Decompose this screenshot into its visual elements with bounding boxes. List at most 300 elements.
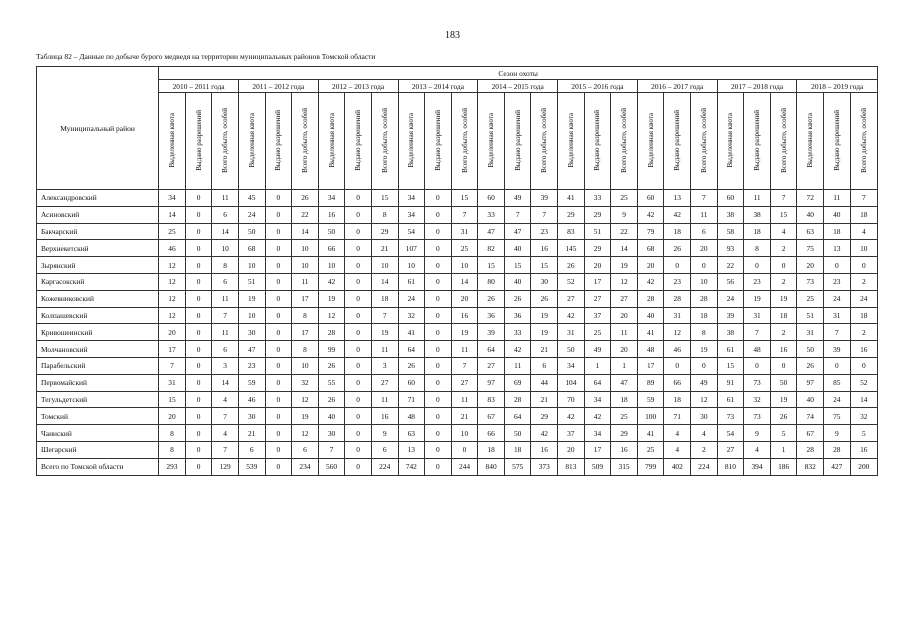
value-cell: 31 [159, 374, 186, 391]
column-header [744, 93, 771, 190]
table-row [37, 190, 878, 207]
value-cell: 234 [292, 458, 319, 475]
district-name: Асиновский [37, 206, 159, 223]
value-cell: 19 [531, 324, 558, 341]
value-cell: 23 [531, 223, 558, 240]
value-cell: 18 [664, 391, 691, 408]
value-cell: 104 [558, 374, 585, 391]
value-cell: 12 [159, 290, 186, 307]
value-cell: 1 [611, 357, 638, 374]
value-cell: 0 [345, 391, 372, 408]
value-cell: 23 [824, 273, 851, 290]
value-cell: 28 [637, 290, 664, 307]
value-cell: 25 [159, 223, 186, 240]
value-cell: 31 [744, 307, 771, 324]
value-cell: 93 [717, 240, 744, 257]
value-cell: 0 [425, 425, 452, 442]
value-cell: 10 [451, 425, 478, 442]
value-cell: 26 [531, 290, 558, 307]
value-cell: 15 [159, 391, 186, 408]
table-row [37, 425, 878, 442]
value-cell: 0 [265, 441, 292, 458]
value-cell: 46 [238, 391, 265, 408]
value-cell: 0 [185, 391, 212, 408]
value-cell: 23 [664, 273, 691, 290]
table-row [37, 273, 878, 290]
value-cell: 373 [531, 458, 558, 475]
value-cell: 29 [611, 425, 638, 442]
value-cell: 0 [345, 257, 372, 274]
value-cell: 10 [398, 257, 425, 274]
value-cell: 4 [212, 391, 239, 408]
value-cell: 0 [265, 357, 292, 374]
value-cell: 560 [318, 458, 345, 475]
table-row [37, 374, 878, 391]
value-cell: 19 [238, 290, 265, 307]
value-cell: 0 [345, 374, 372, 391]
value-cell: 12 [159, 257, 186, 274]
value-cell: 427 [824, 458, 851, 475]
value-cell: 16 [531, 441, 558, 458]
value-cell: 28 [797, 441, 824, 458]
value-cell: 6 [292, 441, 319, 458]
value-cell: 27 [451, 374, 478, 391]
value-cell: 0 [265, 341, 292, 358]
value-cell: 63 [797, 223, 824, 240]
value-cell: 42 [637, 206, 664, 223]
season-year-header: 2013 – 2014 года [398, 80, 478, 93]
value-cell: 5 [850, 425, 877, 442]
value-cell: 17 [159, 341, 186, 358]
value-cell: 61 [717, 391, 744, 408]
district-name: Парабельский [37, 357, 159, 374]
season-year-header: 2018 – 2019 года [797, 80, 878, 93]
value-cell: 18 [744, 223, 771, 240]
value-cell: 0 [185, 441, 212, 458]
column-header-label: Всего добыто, особей [300, 107, 309, 173]
column-header [691, 93, 718, 190]
value-cell: 9 [824, 425, 851, 442]
value-cell: 14 [159, 206, 186, 223]
value-cell: 20 [159, 324, 186, 341]
value-cell: 799 [637, 458, 664, 475]
value-cell: 0 [345, 341, 372, 358]
value-cell: 7 [770, 190, 797, 207]
column-header [238, 93, 265, 190]
value-cell: 7 [212, 408, 239, 425]
value-cell: 97 [478, 374, 505, 391]
value-cell: 25 [451, 240, 478, 257]
value-cell: 11 [744, 190, 771, 207]
column-header-label: Выделенная квота [566, 112, 575, 168]
value-cell: 29 [371, 223, 398, 240]
value-cell: 12 [159, 273, 186, 290]
column-header-label: Всего добыто, особей [540, 107, 549, 173]
value-cell: 224 [691, 458, 718, 475]
table-row [37, 240, 878, 257]
column-header [292, 93, 319, 190]
value-cell: 51 [584, 223, 611, 240]
value-cell: 0 [425, 441, 452, 458]
value-cell: 0 [345, 190, 372, 207]
value-cell: 39 [478, 324, 505, 341]
value-cell: 0 [185, 374, 212, 391]
value-cell: 52 [850, 374, 877, 391]
value-cell: 10 [318, 257, 345, 274]
table-row [37, 408, 878, 425]
value-cell: 15 [371, 190, 398, 207]
value-cell: 72 [797, 190, 824, 207]
value-cell: 10 [292, 257, 319, 274]
value-cell: 7 [531, 206, 558, 223]
value-cell: 8 [371, 206, 398, 223]
value-cell: 83 [478, 391, 505, 408]
district-name: Чаинский [37, 425, 159, 442]
value-cell: 60 [478, 190, 505, 207]
value-cell: 80 [478, 273, 505, 290]
value-cell: 186 [770, 458, 797, 475]
column-header [584, 93, 611, 190]
value-cell: 17 [292, 290, 319, 307]
value-cell: 2 [770, 240, 797, 257]
value-cell: 20 [159, 408, 186, 425]
value-cell: 12 [691, 391, 718, 408]
value-cell: 26 [318, 391, 345, 408]
value-cell: 14 [611, 240, 638, 257]
value-cell: 40 [318, 408, 345, 425]
column-header [770, 93, 797, 190]
column-header [531, 93, 558, 190]
value-cell: 8 [744, 240, 771, 257]
value-cell: 14 [292, 223, 319, 240]
value-cell: 6 [212, 341, 239, 358]
value-cell: 0 [185, 341, 212, 358]
value-cell: 6 [531, 357, 558, 374]
value-cell: 0 [345, 290, 372, 307]
value-cell: 32 [850, 408, 877, 425]
value-cell: 0 [345, 223, 372, 240]
column-header [637, 93, 664, 190]
value-cell: 0 [185, 240, 212, 257]
value-cell: 12 [292, 391, 319, 408]
value-cell: 0 [744, 357, 771, 374]
value-cell: 63 [398, 425, 425, 442]
column-header-label: Всего добыто, особей [859, 107, 868, 173]
value-cell: 71 [664, 408, 691, 425]
value-cell: 11 [451, 391, 478, 408]
value-cell: 0 [345, 458, 372, 475]
value-cell: 315 [611, 458, 638, 475]
value-cell: 26 [504, 290, 531, 307]
value-cell: 10 [451, 257, 478, 274]
value-cell: 0 [425, 324, 452, 341]
value-cell: 7 [504, 206, 531, 223]
value-cell: 21 [531, 391, 558, 408]
district-name: Бакчарский [37, 223, 159, 240]
value-cell: 37 [558, 425, 585, 442]
column-header [558, 93, 585, 190]
value-cell: 0 [425, 206, 452, 223]
table-row [37, 307, 878, 324]
value-cell: 18 [850, 206, 877, 223]
value-cell: 74 [797, 408, 824, 425]
value-cell: 9 [611, 206, 638, 223]
value-cell: 40 [504, 273, 531, 290]
column-header [504, 93, 531, 190]
value-cell: 42 [664, 206, 691, 223]
column-header [850, 93, 877, 190]
value-cell: 14 [212, 223, 239, 240]
season-year-header: 2011 – 2012 года [238, 80, 318, 93]
column-header-label: Выделенная квота [407, 112, 416, 168]
district-name: Первомайский [37, 374, 159, 391]
value-cell: 42 [558, 408, 585, 425]
value-cell: 16 [531, 240, 558, 257]
value-cell: 68 [637, 240, 664, 257]
value-cell: 25 [584, 324, 611, 341]
value-cell: 7 [212, 307, 239, 324]
value-cell: 5 [770, 425, 797, 442]
column-header [717, 93, 744, 190]
value-cell: 200 [850, 458, 877, 475]
value-cell: 17 [637, 357, 664, 374]
value-cell: 18 [850, 307, 877, 324]
value-cell: 0 [265, 458, 292, 475]
value-cell: 10 [238, 307, 265, 324]
value-cell: 26 [318, 357, 345, 374]
table-row [37, 257, 878, 274]
value-cell: 82 [478, 240, 505, 257]
value-cell: 244 [451, 458, 478, 475]
value-cell: 31 [824, 307, 851, 324]
value-cell: 0 [850, 257, 877, 274]
value-cell: 19 [744, 290, 771, 307]
district-column-header: Муниципальный район [37, 67, 159, 190]
value-cell: 34 [398, 190, 425, 207]
value-cell: 7 [159, 357, 186, 374]
value-cell: 0 [185, 357, 212, 374]
value-cell: 19 [691, 341, 718, 358]
value-cell: 4 [664, 441, 691, 458]
value-cell: 28 [691, 290, 718, 307]
value-cell: 15 [717, 357, 744, 374]
column-header [371, 93, 398, 190]
value-cell: 21 [238, 425, 265, 442]
value-cell: 49 [691, 374, 718, 391]
value-cell: 36 [504, 307, 531, 324]
value-cell: 3 [212, 357, 239, 374]
value-cell: 0 [425, 223, 452, 240]
value-cell: 11 [371, 391, 398, 408]
value-cell: 36 [478, 307, 505, 324]
district-name: Александровский [37, 190, 159, 207]
value-cell: 46 [159, 240, 186, 257]
value-cell: 66 [478, 425, 505, 442]
value-cell: 7 [451, 357, 478, 374]
district-name: Шегарский [37, 441, 159, 458]
value-cell: 9 [371, 425, 398, 442]
value-cell: 0 [185, 190, 212, 207]
value-cell: 47 [504, 223, 531, 240]
value-cell: 810 [717, 458, 744, 475]
value-cell: 26 [478, 290, 505, 307]
season-year-header: 2017 – 2018 года [717, 80, 797, 93]
value-cell: 8 [212, 257, 239, 274]
value-cell: 25 [611, 408, 638, 425]
value-cell: 0 [265, 408, 292, 425]
value-cell: 28 [664, 290, 691, 307]
value-cell: 24 [238, 206, 265, 223]
value-cell: 50 [504, 425, 531, 442]
value-cell: 129 [212, 458, 239, 475]
value-cell: 54 [717, 425, 744, 442]
value-cell: 10 [212, 240, 239, 257]
value-cell: 47 [611, 374, 638, 391]
value-cell: 0 [425, 240, 452, 257]
value-cell: 8 [691, 324, 718, 341]
value-cell: 0 [185, 290, 212, 307]
value-cell: 34 [584, 391, 611, 408]
value-cell: 28 [318, 324, 345, 341]
value-cell: 38 [744, 206, 771, 223]
district-name: Молчановский [37, 341, 159, 358]
value-cell: 30 [318, 425, 345, 442]
value-cell: 20 [584, 257, 611, 274]
value-cell: 145 [558, 240, 585, 257]
value-cell: 0 [345, 441, 372, 458]
value-cell: 4 [850, 223, 877, 240]
value-cell: 6 [238, 441, 265, 458]
value-cell: 24 [824, 290, 851, 307]
column-header-label: Выдано разрешений [194, 109, 203, 171]
value-cell: 60 [637, 190, 664, 207]
value-cell: 24 [717, 290, 744, 307]
district-name: Тегульдетский [37, 391, 159, 408]
column-header [159, 93, 186, 190]
value-cell: 18 [664, 223, 691, 240]
value-cell: 31 [664, 307, 691, 324]
value-cell: 2 [770, 324, 797, 341]
value-cell: 19 [531, 307, 558, 324]
table-row [37, 223, 878, 240]
value-cell: 79 [637, 223, 664, 240]
column-header [398, 93, 425, 190]
value-cell: 61 [398, 273, 425, 290]
district-name: Кривошеинский [37, 324, 159, 341]
value-cell: 3 [371, 357, 398, 374]
value-cell: 11 [212, 324, 239, 341]
value-cell: 38 [717, 324, 744, 341]
column-header [345, 93, 372, 190]
value-cell: 539 [238, 458, 265, 475]
column-header [185, 93, 212, 190]
value-cell: 14 [371, 273, 398, 290]
value-cell: 42 [584, 408, 611, 425]
value-cell: 2 [770, 273, 797, 290]
value-cell: 16 [318, 206, 345, 223]
value-cell: 34 [398, 206, 425, 223]
value-cell: 0 [770, 257, 797, 274]
value-cell: 14 [850, 391, 877, 408]
column-header-label: Выделенная квота [247, 112, 256, 168]
value-cell: 0 [185, 458, 212, 475]
value-cell: 30 [691, 408, 718, 425]
value-cell: 21 [531, 341, 558, 358]
value-cell: 40 [637, 307, 664, 324]
value-cell: 11 [611, 324, 638, 341]
value-cell: 15 [451, 190, 478, 207]
column-header-label: Всего добыто, особей [380, 107, 389, 173]
value-cell: 40 [824, 206, 851, 223]
value-cell: 30 [238, 324, 265, 341]
value-cell: 0 [265, 273, 292, 290]
value-cell: 7 [371, 307, 398, 324]
value-cell: 64 [478, 341, 505, 358]
value-cell: 100 [637, 408, 664, 425]
column-header-label: Выдано разрешений [753, 109, 762, 171]
value-cell: 38 [717, 206, 744, 223]
value-cell: 0 [265, 223, 292, 240]
value-cell: 91 [717, 374, 744, 391]
value-cell: 0 [345, 307, 372, 324]
value-cell: 402 [664, 458, 691, 475]
value-cell: 0 [265, 257, 292, 274]
value-cell: 23 [238, 357, 265, 374]
value-cell: 31 [558, 324, 585, 341]
value-cell: 41 [558, 190, 585, 207]
value-cell: 61 [717, 341, 744, 358]
value-cell: 70 [558, 391, 585, 408]
value-cell: 11 [504, 357, 531, 374]
column-header-label: Всего добыто, особей [779, 107, 788, 173]
value-cell: 29 [531, 408, 558, 425]
value-cell: 41 [637, 425, 664, 442]
value-cell: 14 [212, 374, 239, 391]
value-cell: 0 [265, 425, 292, 442]
value-cell: 28 [824, 441, 851, 458]
value-cell: 19 [371, 324, 398, 341]
value-cell: 0 [691, 357, 718, 374]
total-row [37, 458, 878, 475]
value-cell: 33 [478, 206, 505, 223]
value-cell: 2 [691, 441, 718, 458]
value-cell: 16 [611, 441, 638, 458]
value-cell: 29 [584, 240, 611, 257]
column-header-label: Выделенная квота [726, 112, 735, 168]
value-cell: 66 [664, 374, 691, 391]
value-cell: 11 [371, 341, 398, 358]
value-cell: 10 [292, 240, 319, 257]
value-cell: 27 [558, 290, 585, 307]
value-cell: 12 [318, 307, 345, 324]
value-cell: 60 [717, 190, 744, 207]
value-cell: 10 [292, 357, 319, 374]
value-cell: 16 [850, 341, 877, 358]
value-cell: 73 [744, 374, 771, 391]
value-cell: 0 [425, 374, 452, 391]
value-cell: 15 [531, 257, 558, 274]
value-cell: 75 [797, 240, 824, 257]
value-cell: 17 [584, 273, 611, 290]
value-cell: 29 [584, 206, 611, 223]
value-cell: 0 [425, 290, 452, 307]
value-cell: 0 [185, 206, 212, 223]
value-cell: 0 [345, 206, 372, 223]
value-cell: 67 [478, 408, 505, 425]
value-cell: 21 [371, 240, 398, 257]
value-cell: 224 [371, 458, 398, 475]
value-cell: 19 [770, 391, 797, 408]
